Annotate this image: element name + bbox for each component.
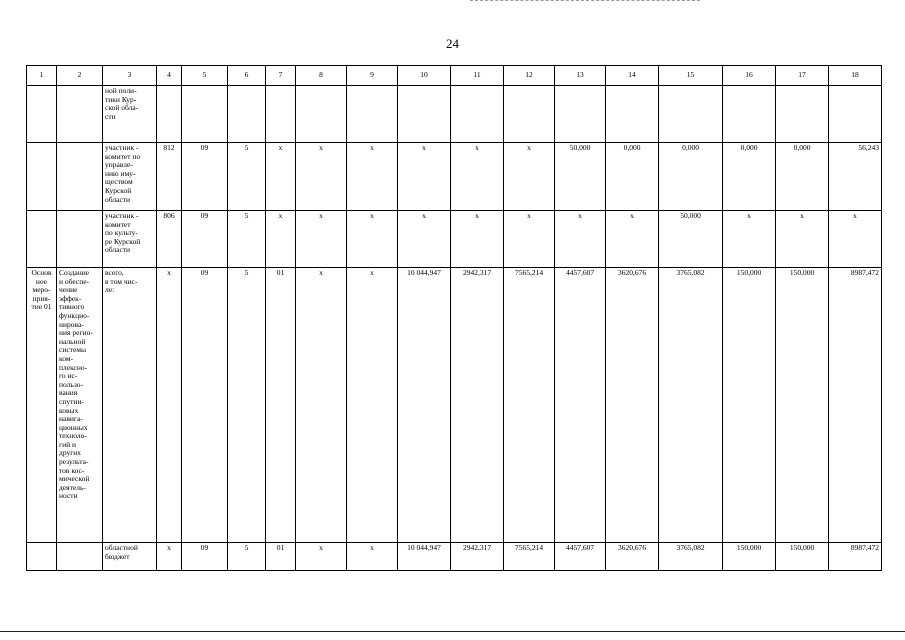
activity-code: Основ ное меро- прия- тие 01: [27, 268, 57, 543]
table-cell: 3620,676: [606, 268, 659, 543]
table-row: [27, 268, 882, 543]
table-cell: 7565,214: [504, 268, 555, 543]
row-label: участник - комитет по управле- нию иму- ществом Курской области: [103, 143, 157, 211]
table-cell: 3620,676: [606, 543, 659, 571]
bottom-rule: [0, 631, 905, 632]
row-label: областной бюджет: [103, 543, 157, 571]
table-cell: 5: [228, 211, 266, 268]
table-cell: 09: [182, 543, 228, 571]
table-cell: 5: [228, 543, 266, 571]
page-number: 24: [446, 36, 459, 51]
table-cell: 01: [266, 543, 296, 571]
table-cell: x: [606, 211, 659, 268]
table-cell: x: [296, 268, 347, 543]
table-cell: 09: [182, 211, 228, 268]
header-cell: 14: [606, 66, 659, 86]
table-cell: 09: [182, 268, 228, 543]
table-cell: x: [723, 211, 776, 268]
table-cell: x: [296, 543, 347, 571]
table-cell: 150,000: [723, 268, 776, 543]
table-cell: x: [266, 211, 296, 268]
table-cell: 4457,607: [555, 543, 606, 571]
table-row: [27, 86, 882, 143]
table-cell: x: [555, 211, 606, 268]
table-cell: 7565,214: [504, 543, 555, 571]
table-cell: 2942,317: [451, 268, 504, 543]
table-row: [27, 543, 882, 571]
table-cell: 4457,607: [555, 268, 606, 543]
table-cell: x: [157, 543, 182, 571]
table-cell: x: [347, 143, 398, 211]
table-cell: x: [296, 211, 347, 268]
table-cell: 5: [228, 143, 266, 211]
table-cell: x: [451, 143, 504, 211]
table-cell: x: [451, 211, 504, 268]
table-cell: x: [776, 211, 829, 268]
table-cell: 50,000: [659, 211, 723, 268]
table-cell: x: [296, 143, 347, 211]
row-label: ной поли- тики Кур- ской обла- сти: [103, 86, 157, 143]
table-cell: x: [398, 211, 451, 268]
header-cell: 15: [659, 66, 723, 86]
table-cell: 50,000: [555, 143, 606, 211]
table-cell: 150,000: [776, 268, 829, 543]
table-cell: 3765,082: [659, 543, 723, 571]
table-cell: 812: [157, 143, 182, 211]
table-cell: x: [398, 143, 451, 211]
table-cell: 10 044,947: [398, 268, 451, 543]
table-cell: x: [266, 143, 296, 211]
table-cell: 3765,082: [659, 268, 723, 543]
table-cell: x: [347, 211, 398, 268]
table-cell: 01: [266, 268, 296, 543]
header-cell: 13: [555, 66, 606, 86]
budget-table: [26, 65, 882, 571]
table-cell: x: [347, 543, 398, 571]
table-cell: 150,000: [776, 543, 829, 571]
header-row: [27, 66, 882, 86]
header-cell: 1: [27, 66, 57, 86]
table-row: [27, 143, 882, 211]
table-cell: 806: [157, 211, 182, 268]
row-label: участник - комитет по культу- ре Курской области: [103, 211, 157, 268]
table-cell: x: [504, 143, 555, 211]
table-cell: x: [347, 268, 398, 543]
header-cell: 4: [157, 66, 182, 86]
header-cell: 5: [182, 66, 228, 86]
header-cell: 2: [57, 66, 103, 86]
top-rule: [470, 0, 700, 2]
header-cell: 11: [451, 66, 504, 86]
table-cell: 0,000: [606, 143, 659, 211]
table-cell: x: [504, 211, 555, 268]
header-cell: 18: [829, 66, 882, 86]
table-cell: x: [829, 211, 882, 268]
header-cell: 3: [103, 66, 157, 86]
table-cell: 56,243: [829, 143, 882, 211]
header-cell: 9: [347, 66, 398, 86]
table-cell: 8987,472: [829, 268, 882, 543]
table-cell: 150,000: [723, 543, 776, 571]
header-cell: 16: [723, 66, 776, 86]
table-cell: 0,000: [659, 143, 723, 211]
table-row: [27, 211, 882, 268]
header-cell: 7: [266, 66, 296, 86]
row-label: всего, в том чис- ле:: [103, 268, 157, 543]
table-cell: 0,000: [723, 143, 776, 211]
table-cell: 0,000: [776, 143, 829, 211]
table-cell: 5: [228, 268, 266, 543]
table-cell: x: [157, 268, 182, 543]
header-cell: 10: [398, 66, 451, 86]
header-cell: 17: [776, 66, 829, 86]
activity-description: Создание и обеспе- чение эффек- тивного функцио- нирова- ния регио- нальной системы ком- плексно- го ис- пользо- вания спутни- ковых навига- ционных техноло- гий и других результа- тов кос- мической деятель- ности: [57, 268, 103, 543]
table-cell: 10 044,947: [398, 543, 451, 571]
table-cell: 8987,472: [829, 543, 882, 571]
header-cell: 12: [504, 66, 555, 86]
table-cell: 09: [182, 143, 228, 211]
table-cell: 2942,317: [451, 543, 504, 571]
header-cell: 8: [296, 66, 347, 86]
header-cell: 6: [228, 66, 266, 86]
